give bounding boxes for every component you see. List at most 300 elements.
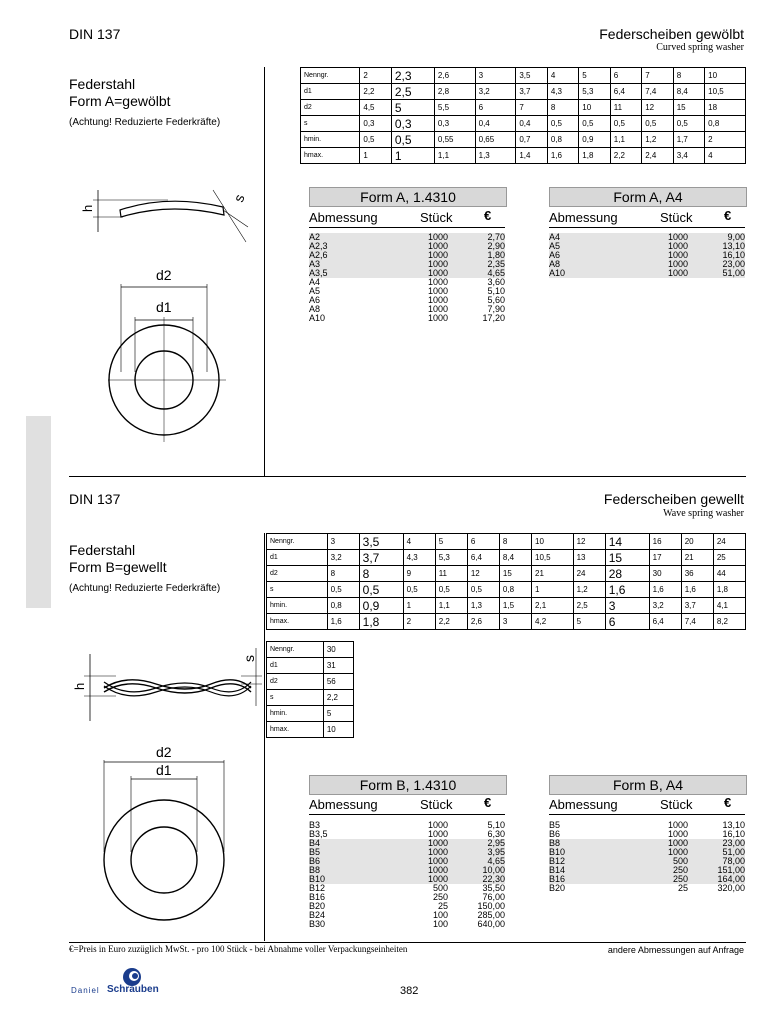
- spec-cell: 0,5: [673, 116, 704, 132]
- price-dimension: B14: [549, 865, 566, 875]
- section-b-price-1-rule: [309, 814, 505, 815]
- spec-row-label: hmin.: [267, 598, 328, 614]
- price-row: [309, 848, 505, 857]
- spec-cell: 4: [403, 534, 435, 550]
- spec-cell: 0,5: [360, 132, 391, 148]
- section-a-price-1-col-qty: Stück: [420, 210, 453, 225]
- spec-cell: 1,7: [673, 132, 704, 148]
- section-b-price-1-list: [309, 821, 505, 929]
- price-quantity: 1000: [667, 259, 688, 269]
- price-quantity: 1000: [667, 268, 688, 278]
- spec-cell: 12: [642, 100, 673, 116]
- price-row: [309, 278, 505, 287]
- section-b-price-2-rule: [549, 814, 745, 815]
- spec-cell: 1,8: [579, 148, 610, 164]
- spec-cell: 3,5: [359, 534, 403, 550]
- price-dimension: B5: [549, 820, 561, 830]
- price-value: 13,10: [722, 820, 745, 830]
- spec-cell: 0,5: [579, 116, 610, 132]
- spec-cell: 0,9: [579, 132, 610, 148]
- section-a-title: Federscheiben gewölbt: [599, 26, 744, 42]
- spec-cell: 10: [532, 534, 574, 550]
- diagram-b-d2-label: d2: [156, 744, 172, 760]
- spec-cell: 0,8: [705, 116, 746, 132]
- diagram-a-d1-label: d1: [156, 299, 172, 315]
- spec-row-label: hmin.: [267, 706, 324, 722]
- spec-cell: 4,2: [532, 614, 574, 630]
- spec-cell: 2: [360, 68, 391, 84]
- spec-row-label: s: [267, 582, 328, 598]
- spec-cell: 5: [573, 614, 605, 630]
- price-dimension: B6: [549, 829, 561, 839]
- spec-row-label: hmin.: [301, 132, 360, 148]
- section-a-material: Federstahl: [69, 76, 136, 92]
- price-quantity: 250: [432, 892, 448, 902]
- price-row: [549, 260, 745, 269]
- price-dimension: B8: [549, 838, 561, 848]
- price-dimension: B24: [309, 910, 326, 920]
- price-dimension: B6: [309, 856, 321, 866]
- price-value: 10,00: [482, 865, 505, 875]
- spec-cell: 0,5: [642, 116, 673, 132]
- price-value: 4,65: [487, 268, 505, 278]
- price-row: [309, 821, 505, 830]
- price-dimension: A2,3: [309, 241, 328, 251]
- spec-cell: 1,1: [434, 148, 475, 164]
- price-row: [309, 269, 505, 278]
- price-dimension: B20: [309, 901, 326, 911]
- price-quantity: 1000: [427, 268, 448, 278]
- spec-cell: 2,1: [532, 598, 574, 614]
- price-dimension: A2: [309, 232, 321, 242]
- price-value: 5,10: [487, 820, 505, 830]
- section-b-price-2-col-price: €: [724, 795, 732, 810]
- price-value: 3,60: [487, 277, 505, 287]
- spec-cell: 6,4: [649, 614, 681, 630]
- price-value: 5,10: [487, 286, 505, 296]
- spec-cell: 1,4: [516, 148, 547, 164]
- spec-cell: 1: [403, 598, 435, 614]
- price-value: 2,95: [487, 838, 505, 848]
- spec-cell: 3: [327, 534, 359, 550]
- spec-row: [267, 534, 746, 550]
- spec-cell: 4: [547, 68, 578, 84]
- price-quantity: 1000: [427, 295, 448, 305]
- section-b-price-1-col-qty: Stück: [420, 797, 453, 812]
- spec-row: [267, 642, 354, 658]
- spec-cell: 1: [391, 148, 434, 164]
- spec-cell: 21: [532, 566, 574, 582]
- spec-cell: 56: [323, 674, 353, 690]
- price-value: 2,70: [487, 232, 505, 242]
- section-b-title: Federscheiben gewellt: [603, 491, 744, 507]
- section-a-divider: [264, 67, 265, 476]
- diagram-a-h-label: h: [80, 204, 95, 212]
- spec-cell: 7: [642, 68, 673, 84]
- section-a-note: (Achtung! Reduzierte Federkräfte): [69, 117, 221, 128]
- section-b-price-2-col-dim: Abmessung: [549, 797, 618, 812]
- wave-washer-top-diagram: [96, 742, 246, 942]
- spec-cell: 2,2: [360, 84, 391, 100]
- logo-text-small: Daniel: [71, 986, 100, 995]
- price-quantity: 1000: [427, 313, 448, 323]
- section-b-note: (Achtung! Reduzierte Federkräfte): [69, 583, 221, 594]
- section-a-price-1-col-price: €: [484, 208, 492, 223]
- spec-cell: 2,2: [323, 690, 353, 706]
- price-value: 150,00: [477, 901, 505, 911]
- spec-cell: 15: [605, 550, 649, 566]
- section-b-price-1-title: Form B, 1.4310: [309, 775, 507, 795]
- spec-cell: 0,8: [327, 598, 359, 614]
- spec-cell: 17: [649, 550, 681, 566]
- price-row: [309, 287, 505, 296]
- spec-row: [301, 116, 746, 132]
- spec-cell: 0,5: [610, 116, 641, 132]
- spec-cell: 20: [681, 534, 713, 550]
- price-dimension: B3,5: [309, 829, 328, 839]
- spec-cell: 1,5: [499, 598, 531, 614]
- spec-cell: 8: [499, 534, 531, 550]
- spec-row: [267, 722, 354, 738]
- spec-cell: 14: [605, 534, 649, 550]
- page-number: 382: [400, 985, 419, 997]
- spec-row: [267, 690, 354, 706]
- price-quantity: 1000: [427, 856, 448, 866]
- wave-washer-side-diagram: [66, 646, 266, 726]
- spec-row-label: Nenngr.: [267, 642, 324, 658]
- price-dimension: B12: [549, 856, 566, 866]
- price-quantity: 1000: [427, 241, 448, 251]
- spec-cell: 4,3: [403, 550, 435, 566]
- price-row: [549, 848, 745, 857]
- curved-washer-top-diagram: [108, 262, 228, 452]
- section-b-standard: DIN 137: [69, 491, 121, 507]
- spec-cell: 1,6: [681, 582, 713, 598]
- price-row: [309, 233, 505, 242]
- price-row: [549, 866, 745, 875]
- price-dimension: B5: [309, 847, 321, 857]
- spec-cell: 0,4: [516, 116, 547, 132]
- spec-row-label: d1: [267, 658, 324, 674]
- price-value: 151,00: [717, 865, 745, 875]
- price-row: [549, 875, 745, 884]
- spec-cell: 1,6: [547, 148, 578, 164]
- price-dimension: A2,6: [309, 250, 328, 260]
- price-row: [309, 839, 505, 848]
- price-value: 320,00: [717, 883, 745, 893]
- spec-cell: 36: [681, 566, 713, 582]
- price-dimension: B8: [309, 865, 321, 875]
- price-quantity: 1000: [427, 865, 448, 875]
- spec-cell: 2,6: [434, 68, 475, 84]
- spec-cell: 5: [323, 706, 353, 722]
- price-quantity: 1000: [667, 829, 688, 839]
- price-row: [309, 920, 505, 929]
- company-logo: [71, 967, 171, 999]
- spec-cell: 2,2: [610, 148, 641, 164]
- price-row: [309, 314, 505, 323]
- spec-cell: 24: [713, 534, 745, 550]
- spec-cell: 0,5: [403, 582, 435, 598]
- curved-washer-side-diagram: [78, 172, 258, 252]
- spec-row-label: d1: [301, 84, 360, 100]
- price-value: 51,00: [722, 847, 745, 857]
- footer-other-sizes: andere Abmessungen auf Anfrage: [607, 945, 744, 955]
- price-value: 35,50: [482, 883, 505, 893]
- spec-cell: 10,5: [705, 84, 746, 100]
- spec-cell: 13: [573, 550, 605, 566]
- spec-row-label: Nenngr.: [267, 534, 328, 550]
- spec-cell: 4,1: [713, 598, 745, 614]
- spec-cell: 10: [579, 100, 610, 116]
- spec-cell: 6: [467, 534, 499, 550]
- price-dimension: A10: [309, 313, 326, 323]
- price-quantity: 250: [672, 865, 688, 875]
- spec-row: [301, 148, 746, 164]
- spec-cell: 8,2: [713, 614, 745, 630]
- price-row: [309, 866, 505, 875]
- spec-cell: 5,3: [435, 550, 467, 566]
- price-quantity: 1000: [427, 820, 448, 830]
- spec-row: [267, 566, 746, 582]
- diagram-a-d2-label: d2: [156, 267, 172, 283]
- spec-cell: 2,4: [642, 148, 673, 164]
- spec-cell: 12: [573, 534, 605, 550]
- price-row: [309, 893, 505, 902]
- spec-cell: 15: [673, 100, 704, 116]
- spec-cell: 1,3: [467, 598, 499, 614]
- price-dimension: B4: [309, 838, 321, 848]
- price-quantity: 1000: [427, 250, 448, 260]
- side-tab-marker: [26, 416, 51, 608]
- spec-cell: 11: [610, 100, 641, 116]
- section-a-price-2-list: [549, 233, 745, 278]
- price-row: [549, 884, 745, 893]
- price-value: 23,00: [722, 259, 745, 269]
- price-quantity: 1000: [667, 241, 688, 251]
- footer-rule: [69, 942, 746, 943]
- section-a-subtitle: Curved spring washer: [656, 42, 744, 53]
- price-quantity: 25: [437, 901, 448, 911]
- price-row: [549, 242, 745, 251]
- spec-cell: 2,5: [391, 84, 434, 100]
- price-value: 78,00: [722, 856, 745, 866]
- price-value: 9,00: [727, 232, 745, 242]
- spec-cell: 6: [610, 68, 641, 84]
- spec-cell: 3,4: [673, 148, 704, 164]
- spec-cell: 1,6: [649, 582, 681, 598]
- price-dimension: A5: [309, 286, 321, 296]
- price-row: [309, 884, 505, 893]
- price-value: 22,30: [482, 874, 505, 884]
- section-a-price-1-rule: [309, 227, 505, 228]
- spec-row: [301, 100, 746, 116]
- price-value: 3,95: [487, 847, 505, 857]
- spec-row: [267, 658, 354, 674]
- spec-cell: 4: [705, 148, 746, 164]
- spec-cell: 3,7: [516, 84, 547, 100]
- spec-cell: 0,7: [516, 132, 547, 148]
- price-row: [549, 821, 745, 830]
- section-a-price-1-title: Form A, 1.4310: [309, 187, 507, 207]
- price-value: 13,10: [722, 241, 745, 251]
- price-dimension: B10: [549, 847, 566, 857]
- price-dimension: A8: [549, 259, 561, 269]
- spec-cell: 2: [705, 132, 746, 148]
- spec-cell: 2,8: [434, 84, 475, 100]
- section-separator: [69, 476, 746, 477]
- price-quantity: 100: [432, 910, 448, 920]
- price-row: [549, 269, 745, 278]
- spec-cell: 2,3: [391, 68, 434, 84]
- spec-cell: 0,5: [435, 582, 467, 598]
- spec-cell: 0,3: [360, 116, 391, 132]
- price-dimension: B10: [309, 874, 326, 884]
- section-b-form: Form B=gewellt: [69, 559, 167, 575]
- spec-cell: 1: [360, 148, 391, 164]
- spec-cell: 1,3: [475, 148, 516, 164]
- price-dimension: B3: [309, 820, 321, 830]
- price-value: 4,65: [487, 856, 505, 866]
- price-quantity: 500: [672, 856, 688, 866]
- price-row: [309, 830, 505, 839]
- price-row: [309, 242, 505, 251]
- spec-cell: 0,9: [359, 598, 403, 614]
- price-value: 285,00: [477, 910, 505, 920]
- diagram-b-s-label: s: [241, 655, 257, 662]
- price-row: [549, 857, 745, 866]
- price-value: 5,60: [487, 295, 505, 305]
- price-row: [549, 839, 745, 848]
- price-row: [309, 911, 505, 920]
- price-dimension: A6: [549, 250, 561, 260]
- spec-row: [301, 84, 746, 100]
- section-b-material: Federstahl: [69, 542, 136, 558]
- spec-row-label: Nenngr.: [301, 68, 360, 84]
- spec-cell: 3,5: [516, 68, 547, 84]
- price-dimension: A4: [549, 232, 561, 242]
- section-a-price-2-col-price: €: [724, 208, 732, 223]
- section-b-spec-table: [266, 533, 746, 630]
- spec-cell: 5,3: [579, 84, 610, 100]
- spec-cell: 11: [435, 566, 467, 582]
- price-quantity: 1000: [427, 232, 448, 242]
- price-quantity: 250: [672, 874, 688, 884]
- price-value: 6,30: [487, 829, 505, 839]
- spec-row: [267, 550, 746, 566]
- spec-cell: 3: [605, 598, 649, 614]
- spec-cell: 16: [649, 534, 681, 550]
- spec-cell: 4,3: [547, 84, 578, 100]
- logo-text-big: Schrauben: [107, 984, 159, 995]
- section-b-divider: [264, 533, 265, 941]
- spec-cell: 10: [323, 722, 353, 738]
- spec-cell: 5: [579, 68, 610, 84]
- price-value: 2,35: [487, 259, 505, 269]
- price-quantity: 100: [432, 919, 448, 929]
- section-b-subtitle: Wave spring washer: [663, 508, 744, 519]
- price-quantity: 1000: [427, 259, 448, 269]
- section-a-price-2-col-dim: Abmessung: [549, 210, 618, 225]
- spec-cell: 21: [681, 550, 713, 566]
- spec-cell: 6,4: [610, 84, 641, 100]
- spec-row-label: d2: [267, 566, 328, 582]
- price-value: 7,90: [487, 304, 505, 314]
- price-row: [309, 305, 505, 314]
- spec-cell: 28: [605, 566, 649, 582]
- price-dimension: A4: [309, 277, 321, 287]
- section-b-price-2-list: [549, 821, 745, 893]
- spec-cell: 6: [475, 100, 516, 116]
- spec-row: [267, 706, 354, 722]
- spec-cell: 31: [323, 658, 353, 674]
- spec-cell: 9: [403, 566, 435, 582]
- spec-cell: 1,6: [327, 614, 359, 630]
- price-dimension: A6: [309, 295, 321, 305]
- price-value: 640,00: [477, 919, 505, 929]
- price-dimension: A3: [309, 259, 321, 269]
- price-row: [549, 233, 745, 242]
- section-b-spec-table-extra: [266, 641, 354, 738]
- spec-row-label: d2: [301, 100, 360, 116]
- spec-cell: 0,8: [499, 582, 531, 598]
- spec-cell: 2: [403, 614, 435, 630]
- price-dimension: B16: [309, 892, 326, 902]
- footer-price-note: €=Preis in Euro zuzüglich MwSt. - pro 100 Stück - bei Abnahme voller Verpackungseinheiten: [69, 944, 408, 954]
- spec-cell: 0,5: [391, 132, 434, 148]
- spec-cell: 1,2: [642, 132, 673, 148]
- section-a-price-1-list: [309, 233, 505, 323]
- spec-cell: 5: [435, 534, 467, 550]
- spec-cell: 30: [649, 566, 681, 582]
- section-a-standard: DIN 137: [69, 26, 121, 42]
- spec-cell: 15: [499, 566, 531, 582]
- price-row: [309, 875, 505, 884]
- spec-cell: 1,8: [713, 582, 745, 598]
- price-dimension: B30: [309, 919, 326, 929]
- spec-cell: 0,55: [434, 132, 475, 148]
- spec-cell: 8: [359, 566, 403, 582]
- spec-cell: 10: [705, 68, 746, 84]
- spec-cell: 3: [499, 614, 531, 630]
- spec-row: [267, 582, 746, 598]
- section-b-price-2-col-qty: Stück: [660, 797, 693, 812]
- spec-cell: 3,2: [327, 550, 359, 566]
- price-quantity: 1000: [427, 874, 448, 884]
- section-a-price-2-col-qty: Stück: [660, 210, 693, 225]
- spec-cell: 0,5: [327, 582, 359, 598]
- price-value: 17,20: [482, 313, 505, 323]
- spec-cell: 0,4: [475, 116, 516, 132]
- price-row: [309, 296, 505, 305]
- spec-row: [267, 598, 746, 614]
- spec-row-label: d2: [267, 674, 324, 690]
- price-dimension: B16: [549, 874, 566, 884]
- price-quantity: 25: [677, 883, 688, 893]
- price-quantity: 1000: [427, 829, 448, 839]
- price-row: [309, 260, 505, 269]
- spec-cell: 0,5: [359, 582, 403, 598]
- spec-cell: 12: [467, 566, 499, 582]
- price-dimension: A8: [309, 304, 321, 314]
- spec-cell: 2,6: [467, 614, 499, 630]
- price-row: [309, 857, 505, 866]
- spec-cell: 8,4: [673, 84, 704, 100]
- price-quantity: 1000: [427, 286, 448, 296]
- spec-cell: 7,4: [681, 614, 713, 630]
- spec-cell: 4,5: [360, 100, 391, 116]
- section-a-form: Form A=gewölbt: [69, 93, 171, 109]
